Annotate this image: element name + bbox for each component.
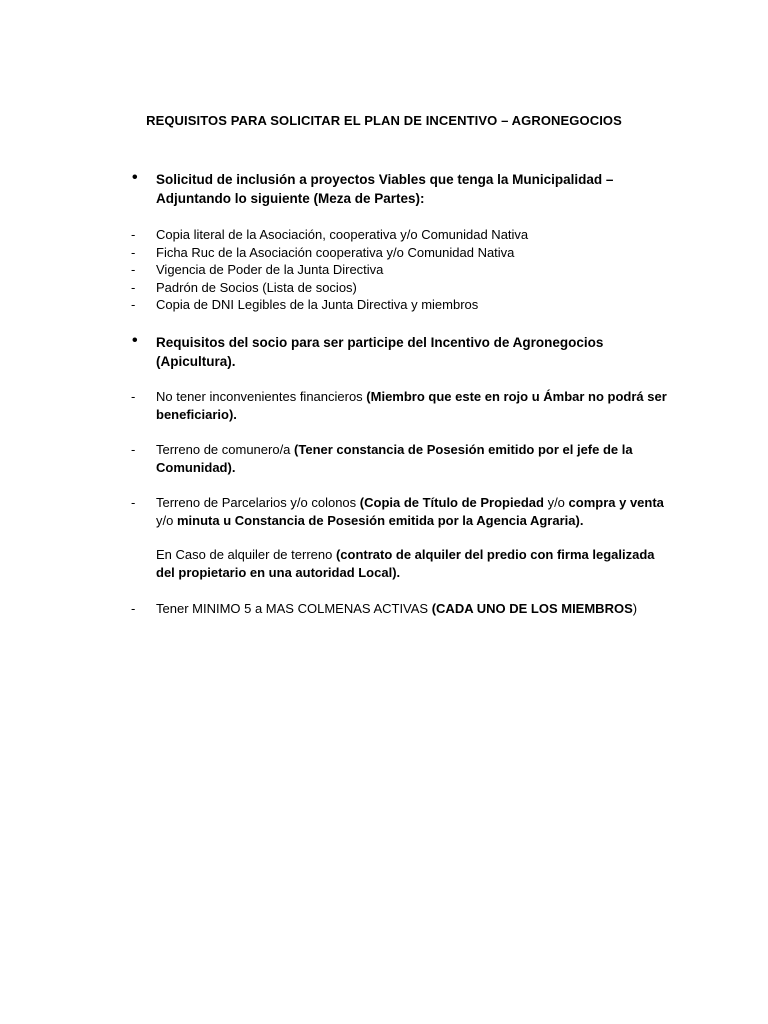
- list-item-emphasis: minuta u Constancia de Posesión emitida por la Agencia Agraria).: [176, 512, 584, 528]
- dash-marker: -: [131, 227, 136, 242]
- list-item-text: Padrón de Socios (Lista de socios): [156, 279, 357, 295]
- list-item-text: y/o: [543, 495, 569, 510]
- dash-marker: -: [131, 495, 136, 510]
- rental-paragraph: [156, 546, 671, 581]
- list-item-emphasis: (Tener constancia de Posesión emitido por el jefe de la: [294, 442, 633, 457]
- list-item-text: No tener inconvenientes financieros: [156, 389, 367, 404]
- dash-marker: -: [131, 442, 136, 457]
- paragraph-emphasis: del propietario en una autoridad Local).: [156, 564, 401, 580]
- list-item-text: Tener MINIMO 5 a MAS COLMENAS ACTIVAS: [156, 601, 432, 616]
- section-2-heading-line-1: Requisitos del socio para ser participe del Incentivo de Agronegocios: [156, 335, 604, 350]
- list-item-emphasis: (Miembro que este en rojo u Ámbar no podrá ser: [366, 389, 667, 404]
- dash-marker: -: [131, 279, 136, 295]
- list-item-text: Terreno de comunero/a: [156, 442, 295, 457]
- list-item-emphasis: beneficiario).: [156, 406, 237, 422]
- paragraph-emphasis: (contrato de alquiler del predio con firma legalizada: [335, 547, 655, 562]
- list-item-text: Copia de DNI Legibles de la Junta Directiva y miembros: [156, 297, 479, 312]
- section-2-heading-line-2: (Apicultura).: [156, 354, 236, 369]
- dash-marker: -: [131, 389, 136, 404]
- list-item-emphasis: Comunidad).: [156, 459, 236, 475]
- dash-marker: -: [131, 601, 136, 616]
- dash-marker: -: [131, 244, 136, 260]
- list-item-emphasis: compra y venta: [568, 495, 664, 510]
- list-item-text: Ficha Ruc de la Asociación cooperativa y/o Comunidad Nativa: [156, 244, 515, 260]
- list-item-text: y/o: [156, 512, 177, 528]
- bullet-icon: •: [132, 169, 138, 186]
- paragraph-text: En Caso de alquiler de terreno: [156, 547, 336, 562]
- list-item-text: Vigencia de Poder de la Junta Directiva: [156, 262, 384, 277]
- bullet-icon: •: [132, 332, 138, 349]
- list-item-emphasis: (Copia de Título de Propiedad: [359, 495, 544, 510]
- dash-marker: -: [131, 297, 136, 312]
- list-item-emphasis: (CADA UNO DE LOS MIEMBROS: [431, 601, 633, 616]
- document-title: REQUISITOS PARA SOLICITAR EL PLAN DE INCENTIVO – AGRONEGOCIOS: [146, 113, 622, 128]
- dash-marker: -: [131, 262, 136, 277]
- section-1-heading-line-2: Adjuntando lo siguiente (Meza de Partes):: [156, 191, 425, 206]
- list-item-text: Terreno de Parcelarios y/o colonos: [156, 495, 360, 510]
- section-1-heading-line-1: Solicitud de inclusión a proyectos Viables que tenga la Municipalidad –: [156, 172, 614, 187]
- list-item-text: Copia literal de la Asociación, cooperativa y/o Comunidad Nativa: [156, 227, 529, 242]
- list-item-text: ): [632, 601, 638, 616]
